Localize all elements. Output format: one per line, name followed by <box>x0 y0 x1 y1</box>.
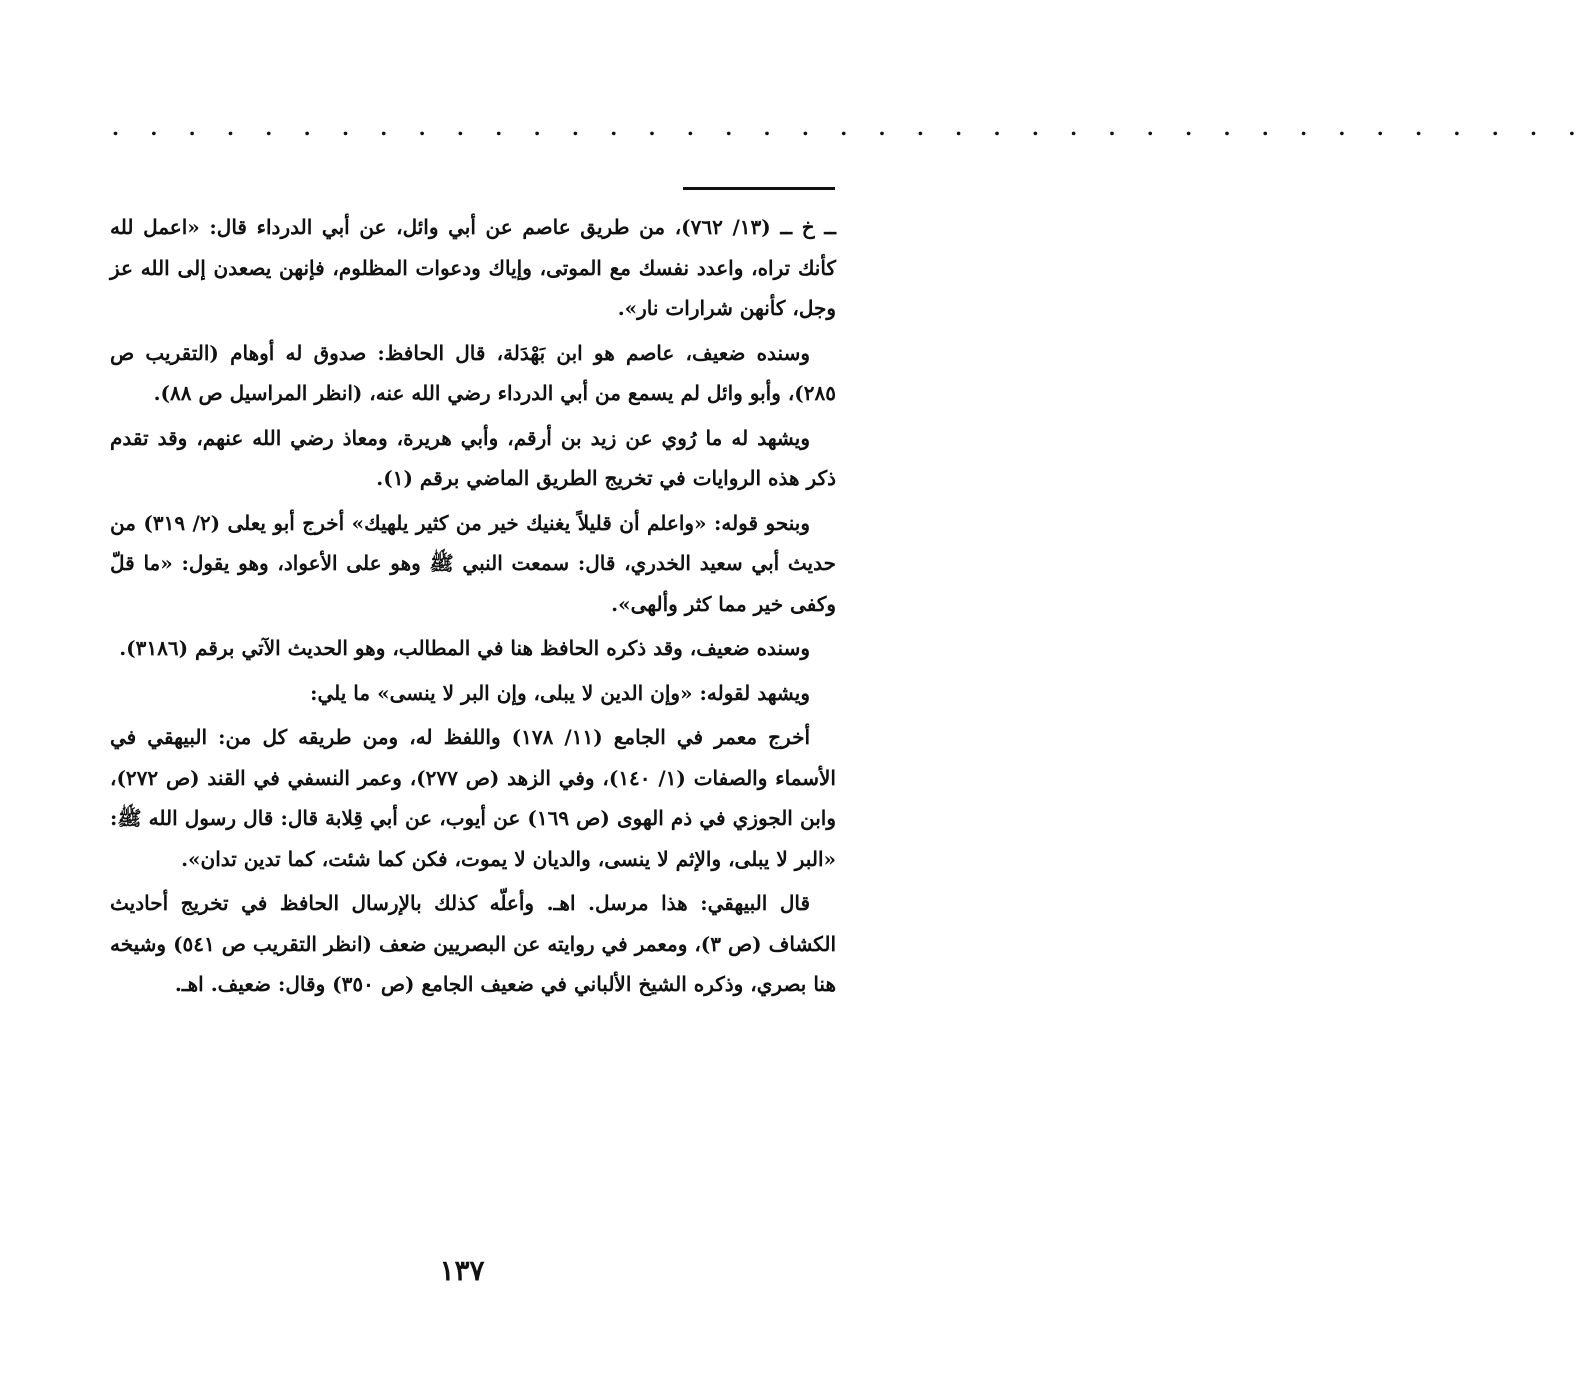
paragraph-supporting-narrations: ويشهد له ما رُوي عن زيد بن أرقم، وأبي هريرة، ومعاذ رضي الله عنهم، وقد تقدم ذكر هذه الروايات في تخريج الطريق الماضي برقم (١). <box>110 425 836 490</box>
paragraph-isnad-weak-asim: وسنده ضعيف، عاصم هو ابن بَهْدَلة، قال الحافظ: صدوق له أوهام (التقريب ص ٢٨٥)، وأبو وائل لم يسمع من أبي الدرداء رضي الله عنه، (انظر المراسيل ص ٨٨). <box>110 340 836 405</box>
paragraph-bayhaqi-mursal: قال البيهقي: هذا مرسل. اهـ. وأعلّه كذلك بالإرسال الحافظ في تخريج أحاديث الكشاف (ص ٣)، ومعمر في روايته عن البصريين ضعف (انظر التقريب ص ٥٤١) وشيخه هنا بصري، وذكره الشيخ الألباني في ضعيف الجامع (ص ٣٥٠) وقال: ضعيف. اهـ. <box>110 891 836 996</box>
paragraph-isnad-weak-matalib: وسنده ضعيف، وقد ذكره الحافظ هنا في المطالب، وهو الحديث الآتي برقم (٣١٨٦). <box>119 636 810 660</box>
paragraph-abu-yala: وبنحو قوله: «واعلم أن قليلاً يغنيك خير من كثير يلهيك» أخرج أبو يعلى (٢/ ٣١٩) من حديث أبي سعيد الخدري، قال: سمعت النبي ﷺ وهو على الأعواد، وهو يقول: «ما قلّ وكفى خير مما كثر وألهى». <box>110 510 836 616</box>
page-number: ١٣٧ <box>439 1254 485 1287</box>
separator-dots: . . . . . . . . . . . . . . . . . . . . . . . . . . . . . . . . . . . . . . . <box>112 116 1588 140</box>
paragraph-witness-intro: ويشهد لقوله: «وإن الدين لا يبلى، وإن البر لا ينسى» ما يلي: <box>310 680 810 705</box>
paragraph-hadith-abu-darda: ــ خ ــ (١٣/ ٧٦٢)، من طريق عاصم عن أبي وائل، عن أبي الدرداء قال: «اعمل لله كأنك تراه، واعدد نفسك مع الموتى، وإياك ودعوات المظلوم، فإنهن يصعدن إلى الله عز وجل، كأنهن شرارات نار». <box>110 215 836 320</box>
footnote-body <box>110 207 836 1009</box>
footnote-rule <box>683 187 835 190</box>
paragraph-mamar-jami: أخرج معمر في الجامع (١١/ ١٧٨) واللفظ له، ومن طريقه كل من: البيهقي في الأسماء والصفات (١/ ١٤٠)، وفي الزهد (ص ٢٧٧)، وعمر النسفي في القند (ص ٢٧٢)، وابن الجوزي في ذم الهوى (ص ١٦٩) عن أيوب، عن أبي قِلابة قال: قال رسول الله ﷺ: «البر لا يبلى، والإثم لا ينسى، والديان لا يموت، فكن كما شئت، كما تدين تدان». <box>110 725 836 871</box>
